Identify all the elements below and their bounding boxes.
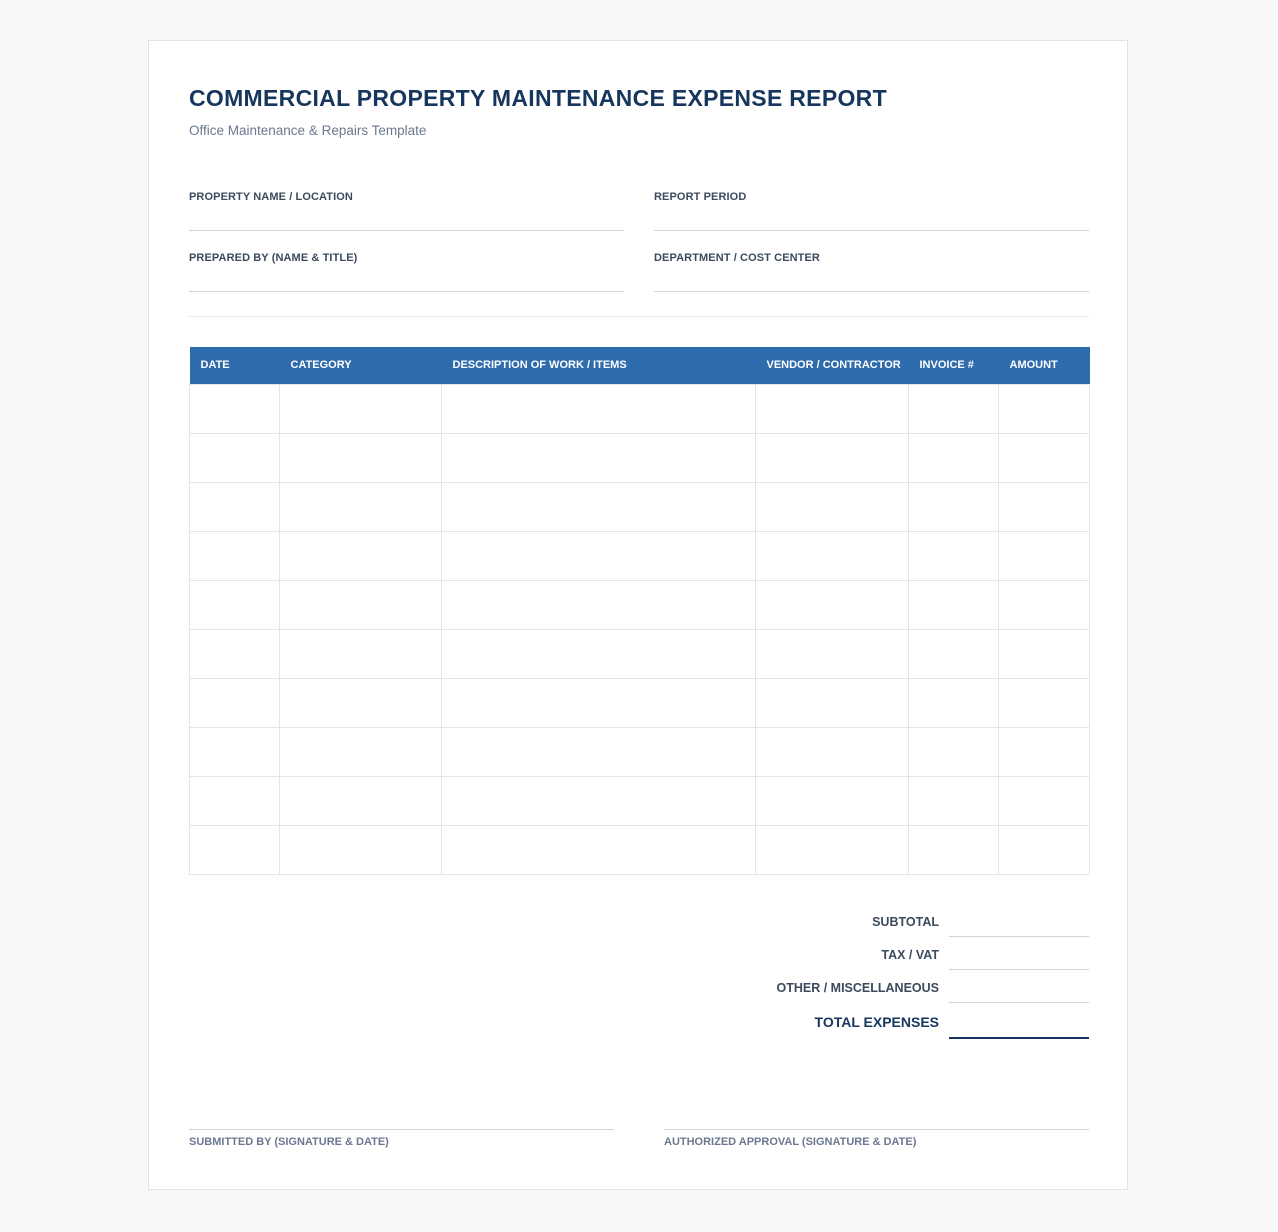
tax-row[interactable]	[669, 937, 1089, 970]
cell-amount[interactable]	[999, 482, 1090, 531]
cell-invoice[interactable]	[909, 482, 999, 531]
cell-category[interactable]	[280, 629, 442, 678]
cell-date[interactable]	[190, 580, 280, 629]
cell-description[interactable]	[442, 776, 756, 825]
cell-vendor[interactable]	[756, 825, 909, 874]
table-row	[190, 433, 1090, 482]
expense-table	[189, 347, 1090, 875]
other-label: OTHER / MISCELLANEOUS	[776, 981, 939, 995]
cell-description[interactable]	[442, 482, 756, 531]
cell-date[interactable]	[190, 678, 280, 727]
cell-amount[interactable]	[999, 531, 1090, 580]
cell-vendor[interactable]	[756, 678, 909, 727]
cell-category[interactable]	[280, 825, 442, 874]
column-header-vendor: VENDOR / CONTRACTOR	[756, 347, 909, 384]
submitted-by-signature[interactable]	[189, 1129, 614, 1148]
table-header-row	[190, 347, 1090, 384]
cell-description[interactable]	[442, 384, 756, 433]
cell-description[interactable]	[442, 727, 756, 776]
total-expenses-label: TOTAL EXPENSES	[814, 1014, 939, 1030]
table-row	[190, 678, 1090, 727]
cell-invoice[interactable]	[909, 678, 999, 727]
department-field[interactable]	[654, 252, 1089, 292]
cell-date[interactable]	[190, 776, 280, 825]
cell-vendor[interactable]	[756, 580, 909, 629]
section-divider	[189, 316, 1089, 317]
cell-date[interactable]	[190, 629, 280, 678]
cell-description[interactable]	[442, 531, 756, 580]
cell-description[interactable]	[442, 629, 756, 678]
cell-category[interactable]	[280, 580, 442, 629]
cell-amount[interactable]	[999, 727, 1090, 776]
cell-category[interactable]	[280, 433, 442, 482]
column-header-invoice: INVOICE #	[909, 347, 999, 384]
cell-category[interactable]	[280, 531, 442, 580]
table-row	[190, 580, 1090, 629]
cell-category[interactable]	[280, 482, 442, 531]
cell-category[interactable]	[280, 384, 442, 433]
cell-description[interactable]	[442, 580, 756, 629]
prepared-by-label: PREPARED BY (NAME & TITLE)	[189, 252, 358, 264]
tax-label: TAX / VAT	[881, 948, 939, 962]
total-expenses-row[interactable]	[669, 1004, 1089, 1039]
column-header-description: DESCRIPTION OF WORK / ITEMS	[442, 347, 756, 384]
cell-invoice[interactable]	[909, 825, 999, 874]
cell-invoice[interactable]	[909, 384, 999, 433]
cell-date[interactable]	[190, 433, 280, 482]
table-row	[190, 629, 1090, 678]
cell-description[interactable]	[442, 433, 756, 482]
column-header-category: CATEGORY	[280, 347, 442, 384]
cell-invoice[interactable]	[909, 531, 999, 580]
cell-vendor[interactable]	[756, 482, 909, 531]
cell-date[interactable]	[190, 825, 280, 874]
cell-date[interactable]	[190, 384, 280, 433]
report-period-field[interactable]	[654, 191, 1089, 231]
report-title: COMMERCIAL PROPERTY MAINTENANCE EXPENSE REPORT	[189, 85, 887, 111]
subtotal-label: SUBTOTAL	[872, 915, 939, 929]
column-header-amount: AMOUNT	[999, 347, 1090, 384]
total-expenses-line[interactable]	[949, 1037, 1089, 1039]
cell-description[interactable]	[442, 825, 756, 874]
table-row	[190, 531, 1090, 580]
other-row[interactable]	[669, 970, 1089, 1003]
table-row	[190, 482, 1090, 531]
table-row	[190, 384, 1090, 433]
department-label: DEPARTMENT / COST CENTER	[654, 252, 820, 264]
cell-invoice[interactable]	[909, 776, 999, 825]
cell-vendor[interactable]	[756, 384, 909, 433]
cell-amount[interactable]	[999, 629, 1090, 678]
report-sheet	[148, 40, 1128, 1190]
other-line[interactable]	[949, 1002, 1089, 1003]
authorized-approval-label: AUTHORIZED APPROVAL (SIGNATURE & DATE)	[664, 1136, 917, 1148]
property-name-label: PROPERTY NAME / LOCATION	[189, 191, 353, 203]
cell-vendor[interactable]	[756, 433, 909, 482]
cell-invoice[interactable]	[909, 433, 999, 482]
cell-vendor[interactable]	[756, 531, 909, 580]
property-name-field[interactable]	[189, 191, 624, 231]
table-row	[190, 825, 1090, 874]
report-subtitle: Office Maintenance & Repairs Template	[189, 123, 427, 138]
cell-invoice[interactable]	[909, 727, 999, 776]
table-row	[190, 776, 1090, 825]
cell-category[interactable]	[280, 776, 442, 825]
report-period-label: REPORT PERIOD	[654, 191, 747, 203]
cell-amount[interactable]	[999, 678, 1090, 727]
submitted-by-label: SUBMITTED BY (SIGNATURE & DATE)	[189, 1136, 389, 1148]
table-row	[190, 727, 1090, 776]
cell-vendor[interactable]	[756, 776, 909, 825]
subtotal-row[interactable]	[669, 904, 1089, 937]
cell-invoice[interactable]	[909, 629, 999, 678]
prepared-by-field[interactable]	[189, 252, 624, 292]
cell-date[interactable]	[190, 531, 280, 580]
cell-invoice[interactable]	[909, 580, 999, 629]
authorized-approval-signature[interactable]	[664, 1129, 1089, 1148]
cell-vendor[interactable]	[756, 727, 909, 776]
cell-description[interactable]	[442, 678, 756, 727]
cell-amount[interactable]	[999, 825, 1090, 874]
cell-category[interactable]	[280, 727, 442, 776]
cell-amount[interactable]	[999, 384, 1090, 433]
cell-amount[interactable]	[999, 580, 1090, 629]
cell-vendor[interactable]	[756, 629, 909, 678]
cell-date[interactable]	[190, 482, 280, 531]
cell-amount[interactable]	[999, 776, 1090, 825]
cell-date[interactable]	[190, 727, 280, 776]
column-header-date: DATE	[190, 347, 280, 384]
expense-table-body	[190, 384, 1090, 874]
cell-amount[interactable]	[999, 433, 1090, 482]
cell-category[interactable]	[280, 678, 442, 727]
